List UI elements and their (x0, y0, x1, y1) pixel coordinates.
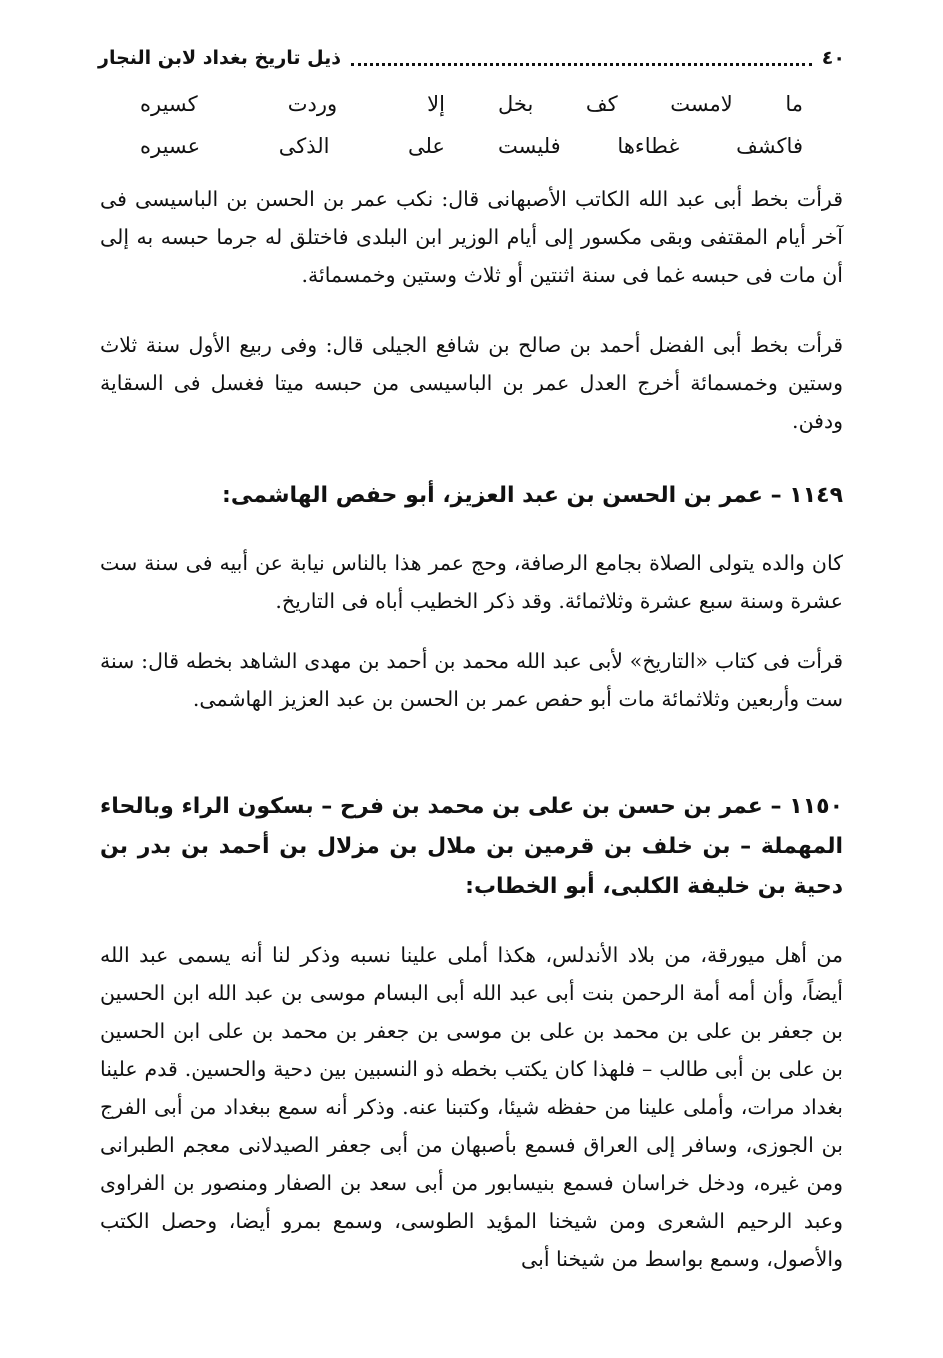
verse-line-2 (140, 134, 803, 174)
paragraph-4: قرأت فى كتاب «التاريخ» لأبى عبد الله محمد بن أحمد بن مهدى الشاهد بخطه قال: سنة ست وأربعين وثلاثمائة مات أبو حفص عمر بن الحسن بن عبد العزيز الهاشمى. (100, 649, 843, 711)
paragraph-1: قرأت بخط أبى عبد الله الكاتب الأصبهانى قال: نكب عمر بن الحسن بن الباسيسى فى آخر أيام المقتفى وبقى مكسور إلى أيام الوزير ابن البلدى فاختلق له جرما حبسه به إلى أن مات فى حبسه غما فى سنة اثنتين أو ثلاث وستين وخمسمائة. (100, 187, 843, 287)
running-title: ذيل تاريخ بغداد لابن النجار (98, 47, 341, 69)
paragraph-3: كان والده يتولى الصلاة بجامع الرصافة، وحج عمر هذا بالناس نيابة عن أبيه فى سنة ست عشرة وسنة سبع عشرة وثلاثمائة. وقد ذكر الخطيب أباه فى التاريخ. (100, 551, 843, 613)
page-number: ٤٠ (821, 47, 845, 69)
header-dotted-leader (351, 51, 812, 66)
paragraph-2: قرأت بخط أبى الفضل أحمد بن صالح بن شافع الجيلى قال: وفى ربيع الأول سنة ثلاث وستين وخمسمائة أخرج العدل عمر بن الباسيسى من حبسه ميتا فغسل فى السقاية ودفن. (100, 333, 843, 433)
verse-hemistich-first: ما لامست كف بخل (498, 92, 803, 116)
verse-hemistich-second: إلا وردت كسيره (140, 92, 445, 116)
running-header (98, 40, 845, 76)
verse-line-1 (140, 92, 803, 132)
verse-hemistich-second: على الذكى عسيره (140, 134, 445, 158)
entry-title-1150: ١١٥٠ – عمر بن حسن بن على بن محمد بن فرح – بسكون الراء وبالحاء المهملة – بن خلف بن قرمين بن ملال بن مزلال بن أحمد بن بدر بن دحية بن خليفة الكلبى، أبو الخطاب: (100, 794, 843, 899)
paragraph-5: من أهل ميورقة، من بلاد الأندلس، هكذا أملى علينا نسبه وذكر لنا أنه يسمى عبد الله أيضاً، وأن أمه أمة الرحمن بنت أبى عبد الله أبى البسام موسى بن عبد الله ابن الحسين بن جعفر بن على بن محمد بن على بن موسى بن جعفر بن محمد بن على ابن الحسين بن على بن أبى طالب – فلهذا كان يكتب بخطه ذو النسبين بين دحية والحسين. قدم علينا بغداد مرات، وأملى علينا من حفظه شيئا، وكتبنا عنه. وذكر أنه سمع ببغداد من أبى الفرج بن الجوزى، وسافر إلى العراق فسمع بأصبهان من أبى جعفر الصيدلانى معجم الطبرانى ومن غيره، ودخل خراسان فسمع بنيسابور من أبى سعد بن الصفار ومنصور بن الفراوى وعبد الرحيم الشعرى ومن شيخنا المؤيد الطوسى، وسمع بمرو أيضا، وحصل الكتب والأصول، وسمع بواسط من شيخنا أبى (100, 943, 843, 1271)
entry-title-1149: ١١٤٩ – عمر بن الحسن بن عبد العزيز، أبو حفص الهاشمى: (222, 483, 843, 508)
verse-hemistich-first: فاكشف غطاءها فليست (498, 134, 803, 158)
